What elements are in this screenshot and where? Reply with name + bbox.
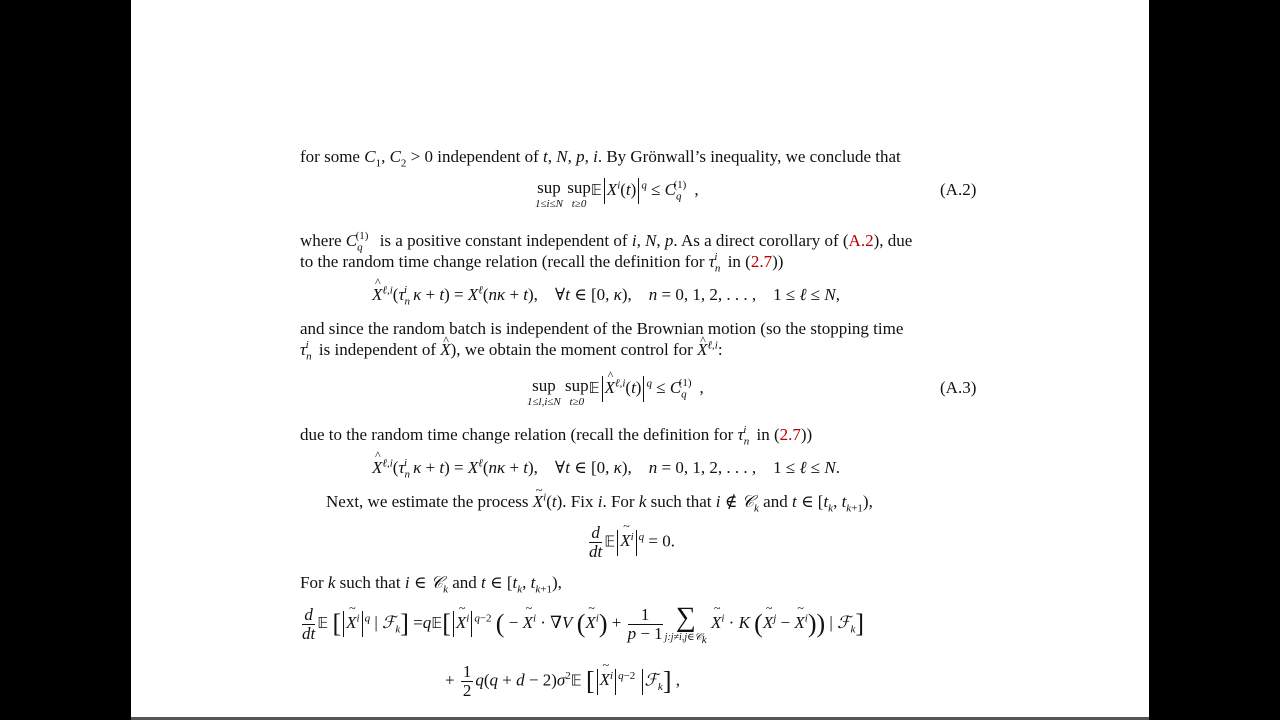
equation-a2: sup 1≤i≤N sup t≥0 𝔼 $X^i(t) ^q \le C_q^{(1)}$ ,: [535, 178, 699, 210]
paragraph-gronwall: for some $C_1$, $C_2 > 0$ independent of t, N, p, i. By Grönwall’s inequality, we conclude that: [300, 147, 901, 170]
equation-derivative-zero: $\frac{d}{dt}$ 𝔼 ~ $X^i$ $^q$ = 0.: [587, 524, 675, 561]
ref-link-a2[interactable]: A.2: [848, 231, 874, 250]
paragraph-next-estimate: Next, we estimate the process ~ $X^i(t)$. Fix i. For k such that i ∉ 𝒞$_k$ and t ∈ [$t_k$, $t_{k+1}$),: [326, 492, 873, 512]
equation-number-a2: (A.2): [940, 180, 977, 199]
equation-time-change-1: ^ $X^{\ell,i}(\tau_n^i$ $\kappa + t) = X^\ell(n\kappa + t)$, ∀t ∈ [0, κ), n = 0, 1, 2, . . . , 1 ≤ ℓ ≤ N,: [372, 285, 840, 305]
equation-conditional-line2: + $\frac{1}{2}$ $q(q + d - 2)\sigma^2𝔼$ [ ~ $X^i$ $^{q-2}$ ℱ$_k$] ,: [445, 663, 680, 700]
paragraph-corollary: where $C_q^{(1)}$ is a positive constant independent of i, N, p. As a direct corollary of (A.2), due: [300, 230, 913, 254]
paragraph-brownian: and since the random batch is independent of the Brownian motion (so the stopping time: [300, 319, 904, 338]
equation-time-change-2: ^ $X^{\ell,i}(\tau_n^i$ $\kappa + t) = X^\ell(n\kappa + t)$, ∀t ∈ [0, κ), n = 0, 1, 2, . . . , 1 ≤ ℓ ≤ N.: [372, 458, 840, 478]
paragraph-brownian-cont: $\tau_n^i$ is independent of ^ X), we obtain the moment control for ^ $X^{\ell,i}$:: [300, 340, 980, 360]
paragraph-in-batch: For k such that i ∈ 𝒞$_k$ and t ∈ [$t_k$, $t_{k+1}$),: [300, 573, 562, 596]
equation-a3: sup 1≤l,i≤N sup t≥0 𝔼 ^ $X^{\ell,i}(t) ^q \le C_q^{(1)}$ ,: [527, 376, 704, 408]
ref-link-2-7[interactable]: 2.7: [750, 252, 773, 271]
paragraph-time-change: due to the random time change relation (recall the definition for $\tau_n^i$ in (2.7)): [300, 424, 813, 448]
ref-link-2-7-second[interactable]: 2.7: [779, 425, 801, 444]
paragraph-corollary-cont: to the random time change relation (recall the definition for $\tau_n^i$ in (2.7)): [300, 251, 784, 275]
equation-conditional-line1: $\frac{d}{dt}$ 𝔼 [ ~ $X^i$ $^q$ | ℱ$_k$] =q𝔼[ ~ $X^i$ $^{q-2}$ ( − ~ $X^i \cdot \nabla V$ (~ $X^i$) + $\frac{1}{p - 1}$ ∑ j:j≠i,j∈𝒞$_k$ ~ $X^i \cdot K$ (~ $X^j$ − ~ $X^i$)) | ℱ$_k$]: [300, 604, 864, 644]
equation-number-a3: (A.3): [940, 378, 977, 397]
